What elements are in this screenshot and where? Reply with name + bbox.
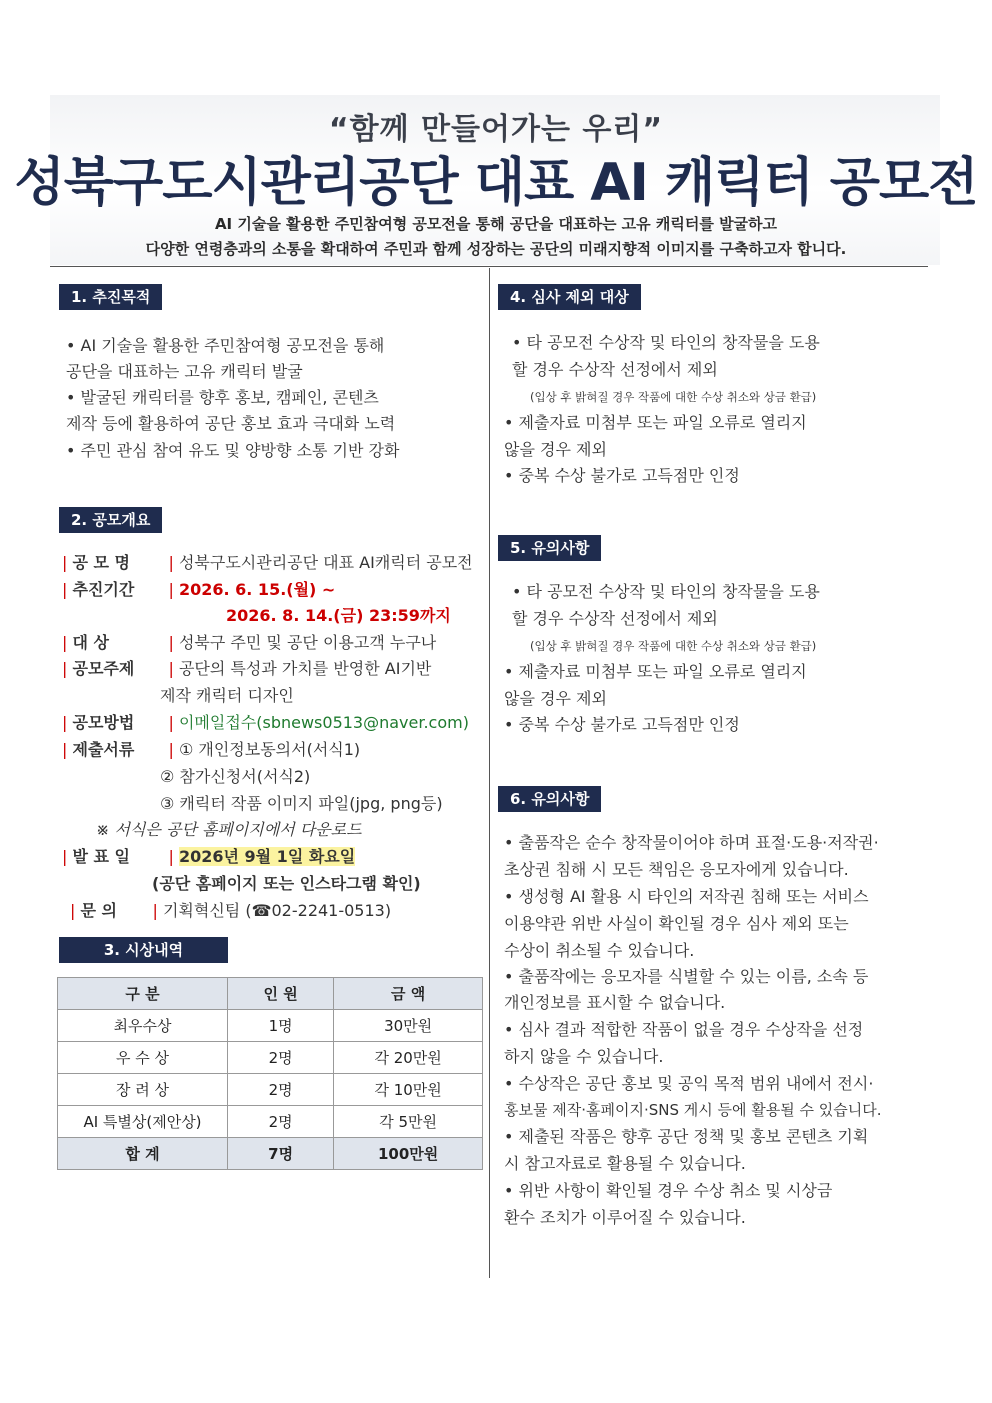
list-note: (입상 후 밝혀질 경우 작품에 대한 수상 취소와 상금 환급) [530, 390, 817, 404]
table-row [58, 1010, 483, 1042]
table-total-row [58, 1138, 483, 1170]
table-cell: 2명 [228, 1074, 334, 1106]
list-item: 시 참고자료로 활용될 수 있습니다. [504, 1154, 746, 1173]
list-item: • 제출된 작품은 향후 공단 정책 및 홍보 콘텐츠 기획 [504, 1127, 869, 1146]
list-item: • 타 공모전 수상작 및 타인의 창작물을 도용 [512, 582, 820, 601]
table-cell: 1명 [228, 1010, 334, 1042]
section-3-title: 3. 시상내역 [59, 937, 228, 963]
list-item: 이용약관 위반 사실이 확인될 경우 심사 제외 또는 [504, 914, 849, 933]
section-6-title: 6. 유의사항 [498, 786, 601, 812]
overview-row-theme: | 공모주제 | 공단의 특성과 가치를 반영한 AI기반 [62, 659, 432, 678]
header-intro-line-1: AI 기술을 활용한 주민참여형 공모전을 통해 공단을 대표하는 고유 캐릭터를 발굴하고 [214, 215, 778, 233]
list-item: • 중복 수상 불가로 고득점만 인정 [504, 715, 740, 734]
list-item: • 출품작은 순수 창작물이어야 하며 표절·도용·저작권· [504, 833, 879, 852]
list-item: 초상권 침해 시 모든 책임은 응모자에게 있습니다. [504, 860, 849, 879]
table-header-cell: 인 원 [228, 978, 334, 1010]
header-divider [50, 266, 928, 267]
overview-announce-note: (공단 홈페이지 또는 인스타그램 확인) [152, 874, 421, 893]
header-title: 성북구도시관리공단 대표 AI 캐릭터 공모전 [14, 153, 978, 213]
section-4-title: 4. 심사 제외 대상 [498, 284, 641, 310]
list-item: 않을 경우 제외 [504, 440, 607, 459]
table-cell: 장 려 상 [58, 1074, 228, 1106]
table-cell: 7명 [228, 1138, 334, 1170]
table-cell: 30만원 [334, 1010, 483, 1042]
table-header-row [58, 978, 483, 1010]
list-item: • 제출자료 미첨부 또는 파일 오류로 열리지 [504, 662, 807, 681]
list-item: • AI 기술을 활용한 주민참여형 공모전을 통해 [66, 336, 385, 355]
list-item: • 주민 관심 참여 유도 및 양방향 소통 기반 강화 [66, 441, 400, 460]
overview-period-end: 2026. 8. 14.(금) 23:59까지 [226, 606, 451, 625]
list-item: • 발굴된 캐릭터를 향후 홍보, 캠페인, 콘텐츠 [66, 388, 379, 407]
table-cell: 2명 [228, 1042, 334, 1074]
table-row [58, 1042, 483, 1074]
section-5-title: 5. 유의사항 [498, 535, 601, 561]
column-divider [489, 268, 490, 1278]
list-item: • 생성형 AI 활용 시 타인의 저작권 침해 또는 서비스 [504, 887, 869, 906]
overview-doc-3: ③ 캐릭터 작품 이미지 파일(jpg, png등) [160, 794, 443, 813]
list-note: (입상 후 밝혀질 경우 작품에 대한 수상 취소와 상금 환급) [530, 639, 817, 653]
list-item: • 출품작에는 응모자를 식별할 수 있는 이름, 소속 등 [504, 967, 869, 986]
header-intro-line-2: 다양한 연령층과의 소통을 확대하여 주민과 함께 성장하는 공단의 미래지향적 이미지를 구축하고자 합니다. [145, 240, 847, 258]
overview-row-docs: | 제출서류 | ① 개인정보동의서(서식1) [62, 740, 361, 759]
list-item: 홍보물 제작·홈페이지·SNS 게시 등에 활용될 수 있습니다. [504, 1101, 882, 1119]
list-item: • 위반 사항이 확인될 경우 수상 취소 및 시상금 [504, 1181, 833, 1200]
list-item: 않을 경우 제외 [504, 689, 607, 708]
list-item: 수상이 취소될 수 있습니다. [504, 941, 695, 960]
table-cell: 각 10만원 [334, 1074, 483, 1106]
table-cell: 각 20만원 [334, 1042, 483, 1074]
table-cell: 합 계 [58, 1138, 228, 1170]
list-item: 할 경우 수상작 선정에서 제외 [512, 609, 718, 628]
table-cell: 각 5만원 [334, 1106, 483, 1138]
table-cell: 2명 [228, 1106, 334, 1138]
list-item: 환수 조치가 이루어질 수 있습니다. [504, 1208, 746, 1227]
overview-row-name: | 공 모 명 | 성북구도시관리공단 대표 AI캐릭터 공모전 [62, 553, 473, 572]
table-row [58, 1106, 483, 1138]
overview-row-period: | 추진기간 | 2026. 6. 15.(월) ~ [62, 580, 336, 599]
section-2-title: 2. 공모개요 [59, 507, 162, 533]
list-item: • 심사 결과 적합한 작품이 없을 경우 수상작을 선정 [504, 1020, 864, 1039]
header-subtitle: “함께 만들어가는 우리” [328, 112, 664, 147]
section-1-title: 1. 추진목적 [59, 284, 162, 310]
table-header-cell: 구 분 [58, 978, 228, 1010]
list-item: 제작 등에 활용하여 공단 홍보 효과 극대화 노력 [66, 414, 396, 433]
overview-docs-note: ※ 서식은 공단 홈페이지에서 다운로드 [96, 820, 362, 839]
overview-theme-line-2: 제작 캐릭터 디자인 [160, 686, 294, 705]
table-cell: 최우수상 [58, 1010, 228, 1042]
overview-row-announce: | 발 표 일 | 2026년 9월 1일 화요일 [62, 847, 356, 866]
table-cell: 우 수 상 [58, 1042, 228, 1074]
prize-table [57, 977, 483, 1170]
overview-row-method: | 공모방법 | 이메일접수(sbnews0513@naver.com) [62, 713, 469, 732]
list-item: 개인정보를 표시할 수 없습니다. [504, 993, 726, 1012]
list-item: • 수상작은 공단 홍보 및 공익 목적 범위 내에서 전시· [504, 1074, 874, 1093]
table-cell: 100만원 [334, 1138, 483, 1170]
list-item: 하지 않을 수 있습니다. [504, 1047, 664, 1066]
list-item: • 타 공모전 수상작 및 타인의 창작물을 도용 [512, 333, 820, 352]
overview-row-contact: | 문 의 | 기획혁신팀 (☎02-2241-0513) [70, 901, 392, 920]
overview-row-target: | 대 상 | 성북구 주민 및 공단 이용고객 누구나 [62, 633, 437, 652]
overview-doc-2: ② 참가신청서(서식2) [160, 767, 311, 786]
table-cell: AI 특별상(제안상) [58, 1106, 228, 1138]
list-item: • 중복 수상 불가로 고득점만 인정 [504, 466, 740, 485]
list-item: 할 경우 수상작 선정에서 제외 [512, 360, 718, 379]
list-item: • 제출자료 미첨부 또는 파일 오류로 열리지 [504, 413, 807, 432]
list-item: 공단을 대표하는 고유 캐릭터 발굴 [66, 362, 303, 381]
table-row [58, 1074, 483, 1106]
table-header-cell: 금 액 [334, 978, 483, 1010]
